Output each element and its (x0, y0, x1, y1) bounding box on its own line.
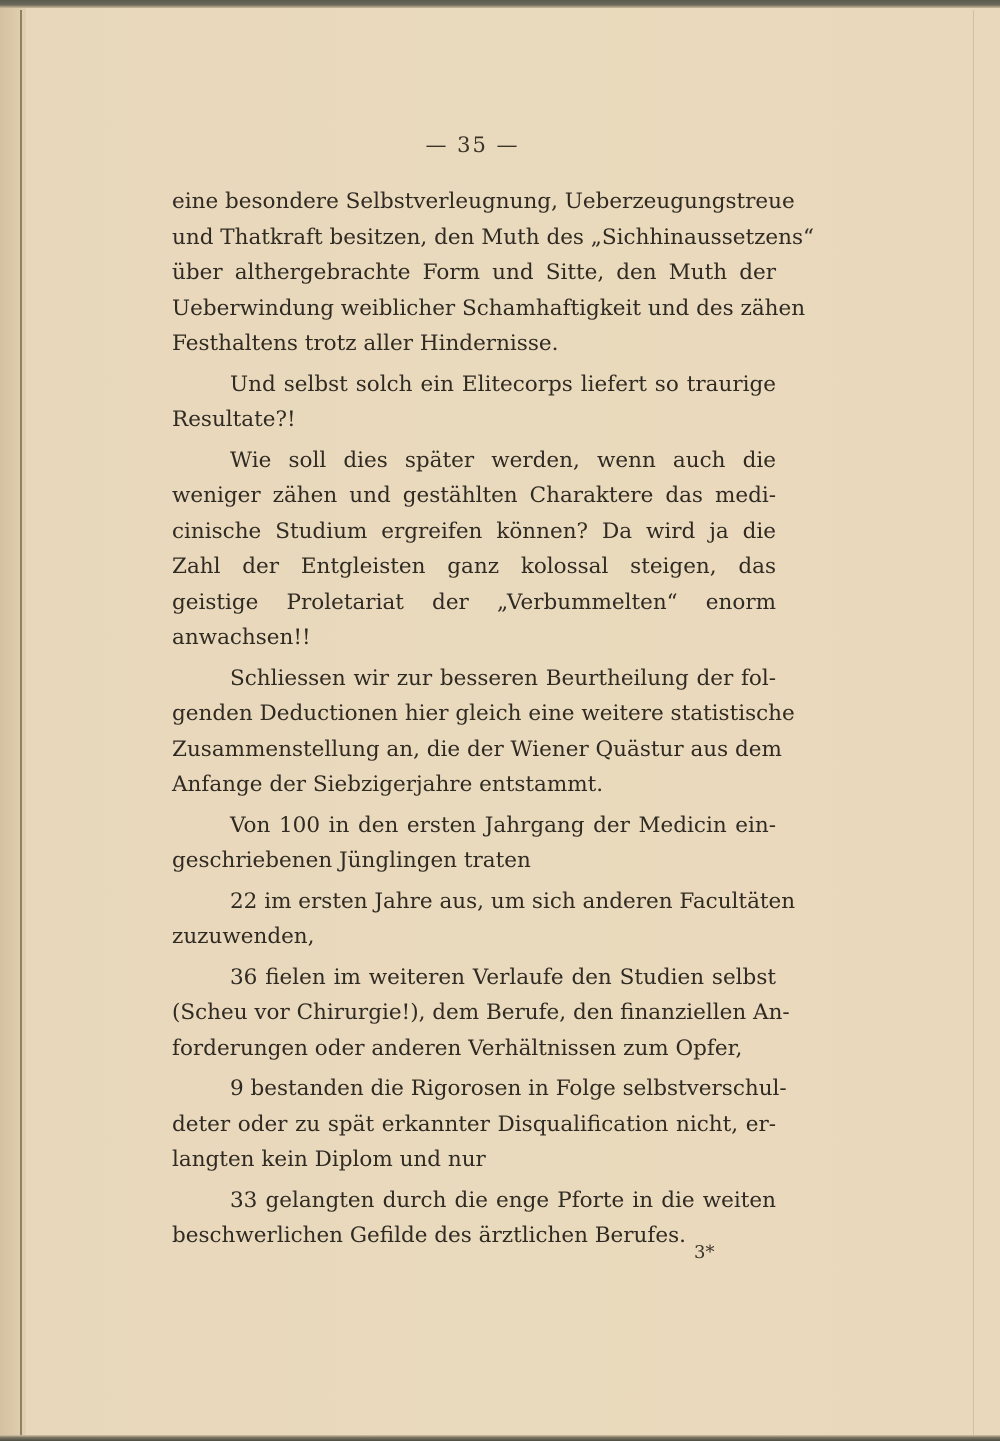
paragraph (172, 443, 776, 656)
text-line: Anfange der Siebzigerjahre entstammt. (172, 772, 604, 797)
text-line: 22 im ersten Jahre aus, um sich anderen Facultäten (230, 888, 796, 914)
paragraph (172, 808, 776, 879)
text-line: Schliessen wir zur besseren Beurtheilung der fol- (230, 665, 776, 691)
paragraph (172, 184, 815, 362)
text-line: Resultate?! (172, 407, 296, 432)
text-line: geschriebenen Jünglingen traten (172, 848, 531, 873)
page-number: — 35 — (425, 133, 520, 157)
text-line: 33 gelangten durch die enge Pforte in die weiten (230, 1187, 776, 1213)
body-text (172, 184, 815, 1259)
page-right-edge (973, 10, 974, 1435)
paragraph (172, 1183, 776, 1254)
text-line: deter oder zu spät erkannter Disqualification nicht, er- (172, 1111, 776, 1137)
text-line: Ueberwindung weiblicher Schamhaftigkeit und des zähen (172, 295, 806, 321)
text-line: Von 100 in den ersten Jahrgang der Medicin ein- (230, 812, 776, 838)
text-line: geistige Proletariat der „Verbummelten“ enorm (172, 589, 776, 615)
text-line: und Thatkraft besitzen, den Muth des „Sichhinaussetzens“ (172, 224, 815, 250)
page-top-edge (0, 0, 1000, 8)
paragraph (172, 661, 795, 803)
paragraph (172, 367, 776, 438)
page-bottom-edge (0, 1435, 1000, 1441)
text-line: Festhaltens trotz aller Hindernisse. (172, 331, 559, 356)
text-line: Zusammenstellung an, die der Wiener Quästur aus dem (172, 736, 782, 762)
text-line: eine besondere Selbstverleugnung, Ueberzeugungstreue (172, 189, 795, 214)
text-line: Und selbst solch ein Elitecorps liefert so traurige (230, 371, 776, 397)
text-line: genden Deductionen hier gleich eine weitere statistische (172, 701, 795, 726)
text-line: über althergebrachte Form und Sitte, den Muth der (172, 260, 776, 285)
signature-mark: 3* (694, 1242, 715, 1263)
text-line: langten kein Diplom und nur (172, 1147, 486, 1172)
text-line: Zahl der Entgleisten ganz kolossal steigen, das (172, 554, 776, 579)
page-gutter (0, 0, 26, 1441)
paragraph (172, 960, 790, 1067)
binding-edge-line (20, 10, 22, 1435)
paragraph (172, 1071, 787, 1178)
paragraph (172, 884, 796, 955)
text-line: beschwerlichen Gefilde des ärztlichen Berufes. (172, 1223, 686, 1248)
text-line: cinische Studium ergreifen können? Da wird ja die (172, 518, 776, 544)
text-line: Wie soll dies später werden, wenn auch die (230, 447, 776, 473)
text-line: weniger zähen und gestählten Charaktere das medi- (172, 483, 776, 508)
text-line: 36 fielen im weiteren Verlaufe den Studien selbst (230, 964, 776, 990)
text-line: 9 bestanden die Rigorosen in Folge selbstverschul- (230, 1076, 787, 1101)
text-line: zuzuwenden, (172, 924, 315, 949)
text-line: forderungen oder anderen Verhältnissen zum Opfer, (172, 1035, 743, 1061)
text-line: anwachsen!! (172, 625, 311, 650)
text-line: (Scheu vor Chirurgie!), dem Berufe, den finanziellen An- (172, 1000, 790, 1025)
